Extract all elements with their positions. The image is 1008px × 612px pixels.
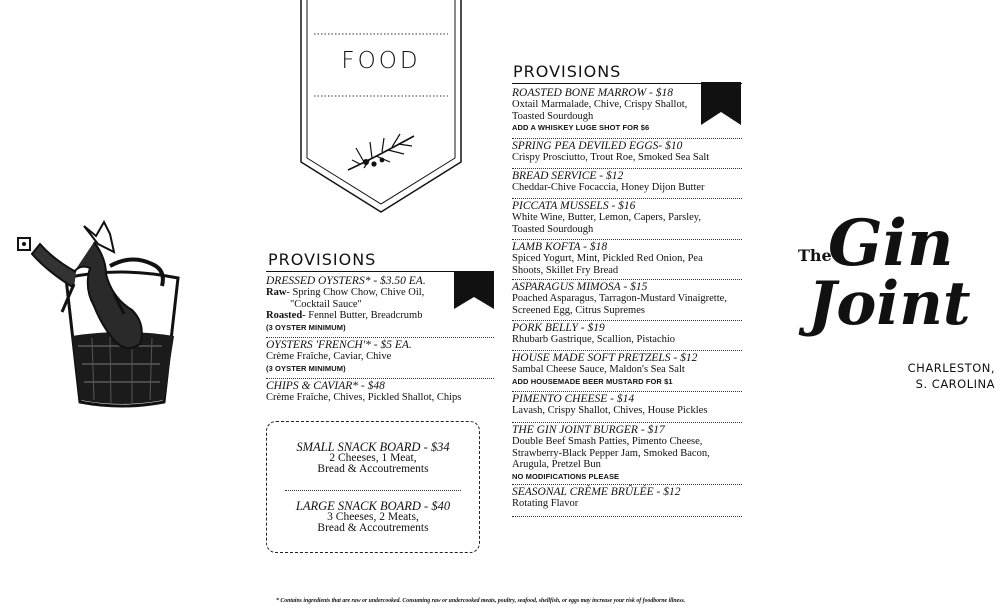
dotted-divider [512, 138, 742, 139]
footnote: * Contains ingredients that are raw or undercooked. Consuming raw or undercooked meats, poultry, seafood, shellfish, or eggs may increase your risk of foodborne illness. [276, 598, 686, 604]
item-desc: Sambal Cheese Sauce, Maldon's Sea Salt [512, 364, 685, 375]
item-name: THE GIN JOINT BURGER - $17 [512, 424, 665, 436]
item-desc: Arugula, Pretzel Bun [512, 459, 601, 470]
item-desc: Strawberry-Black Pepper Jam, Smoked Bacon, [512, 447, 710, 459]
menu-item [512, 281, 742, 316]
right-provisions [512, 62, 742, 522]
item-name: SMALL SNACK BOARD - $34 [296, 440, 450, 454]
dotted-divider [266, 378, 494, 379]
item-desc: Lavash, Crispy Shallot, Chives, House Pickles [512, 405, 708, 416]
dotted-divider [512, 422, 742, 423]
menu-item [512, 170, 742, 194]
raw-label: Raw [266, 287, 287, 298]
brand-gin: Gin [828, 206, 954, 281]
item-desc: White Wine, Butter, Lemon, Capers, Parsley, [512, 212, 701, 223]
dotted-divider [266, 337, 494, 338]
item-desc: Rhubarb Gastrique, Scallion, Pistachio [512, 334, 676, 345]
left-provisions [266, 250, 494, 410]
food-banner [300, 0, 462, 218]
dotted-divider [512, 516, 742, 517]
item-desc: Crème Fraîche, Chives, Pickled Shallot, Chips [266, 392, 462, 403]
item-desc: Toasted Sourdough [512, 110, 594, 122]
dotted-divider [512, 391, 742, 392]
snack-board-item [267, 441, 479, 475]
menu-item [266, 380, 494, 404]
item-name: PIMENTO CHEESE - $14 [512, 393, 635, 405]
dotted-divider [512, 320, 742, 321]
item-desc: 2 Cheeses, 1 Meat, [329, 452, 417, 464]
item-name: BREAD SERVICE - $12 [512, 170, 624, 182]
item-name: PICCATA MUSSELS - $16 [512, 200, 636, 212]
item-desc: Spiced Yogurt, Mint, Pickled Red Onion, Pea [512, 253, 703, 264]
food-title: FOOD [341, 48, 421, 74]
menu-item [512, 87, 742, 133]
roasted-label: Roasted [266, 310, 303, 321]
item-desc: Bread & Accoutrements [317, 463, 429, 475]
item-desc: Toasted Sourdough [512, 223, 594, 235]
menu-item [512, 140, 742, 164]
brand-city: CHARLESTON, [907, 361, 995, 375]
item-note: NO MODIFICATIONS PLEASE [512, 471, 620, 481]
item-name: SPRING PEA DEVILED EGGS- $10 [512, 140, 683, 152]
dotted-divider [512, 239, 742, 240]
dotted-divider [512, 168, 742, 169]
dotted-divider [512, 198, 742, 199]
item-desc: 3 Cheeses, 2 Meats, [327, 511, 419, 523]
item-note: (3 OYSTER MINIMUM) [266, 322, 346, 332]
dotted-divider [285, 490, 461, 491]
section-heading: PROVISIONS [513, 62, 622, 81]
raw-desc: - Spring Chow Chow, Chive Oil, [286, 287, 425, 298]
cocktail-glass-illustration [14, 214, 186, 410]
menu-item [512, 393, 742, 417]
raw-desc-2: "Cocktail Sauce" [290, 298, 362, 310]
menu-item [512, 486, 742, 510]
item-note: (3 OYSTER MINIMUM) [266, 363, 346, 373]
item-desc: Crispy Prosciutto, Trout Roe, Smoked Sea Salt [512, 152, 710, 163]
item-desc: Double Beef Smash Patties, Pimento Cheese, [512, 436, 703, 447]
item-desc: Poached Asparagus, Tarragon-Mustard Vinaigrette, [512, 293, 727, 304]
dotted-divider [512, 279, 742, 280]
menu-item [266, 339, 494, 374]
item-desc: Crème Fraîche, Caviar, Chive [266, 351, 392, 362]
dotted-divider [512, 350, 742, 351]
dotted-divider [512, 484, 742, 485]
section-heading: PROVISIONS [268, 250, 377, 269]
item-desc: Bread & Accoutrements [317, 522, 429, 534]
item-note: ADD HOUSEMADE BEER MUSTARD FOR $1 [512, 376, 673, 386]
item-name: CHIPS & CAVIAR* - $48 [266, 380, 385, 392]
item-name: OYSTERS 'FRENCH'* - $5 EA. [266, 339, 412, 351]
menu-item [512, 322, 742, 346]
item-name: DRESSED OYSTERS* - $3.50 EA. [266, 275, 426, 287]
item-name: PORK BELLY - $19 [512, 322, 605, 334]
item-desc: Oxtail Marmalade, Chive, Crispy Shallot, [512, 99, 688, 110]
item-desc: Rotating Flavor [512, 498, 579, 509]
brand-the: The [798, 246, 832, 265]
brand-joint: Joint [808, 269, 971, 339]
item-desc: Screened Egg, Citrus Supremes [512, 304, 645, 316]
roasted-desc: - Fennel Butter, Breadcrumb [302, 310, 423, 321]
menu-item [266, 275, 494, 333]
menu-item [512, 352, 742, 387]
item-name: LARGE SNACK BOARD - $40 [295, 499, 451, 513]
item-name: ASPARAGUS MIMOSA - $15 [512, 281, 648, 293]
menu-item [512, 200, 742, 235]
menu-item [512, 424, 742, 482]
item-note: ADD A WHISKEY LUGE SHOT FOR $6 [512, 123, 650, 132]
item-name: ROASTED BONE MARROW - $18 [512, 87, 673, 99]
herb-sprig-icon [344, 128, 418, 174]
snack-board-item [267, 500, 479, 534]
item-desc: Cheddar-Chive Focaccia, Honey Dijon Butter [512, 182, 705, 193]
snack-boards-box [266, 421, 480, 553]
item-desc: Shoots, Skillet Fry Bread [512, 264, 619, 276]
brand-state: S. CAROLINA [915, 377, 995, 391]
item-name: SEASONAL CRÈME BRÛLÉE - $12 [512, 486, 681, 498]
menu-item [512, 241, 742, 276]
item-name: HOUSE MADE SOFT PRETZELS - $12 [512, 352, 698, 364]
item-name: LAMB KOFTA - $18 [512, 241, 608, 253]
